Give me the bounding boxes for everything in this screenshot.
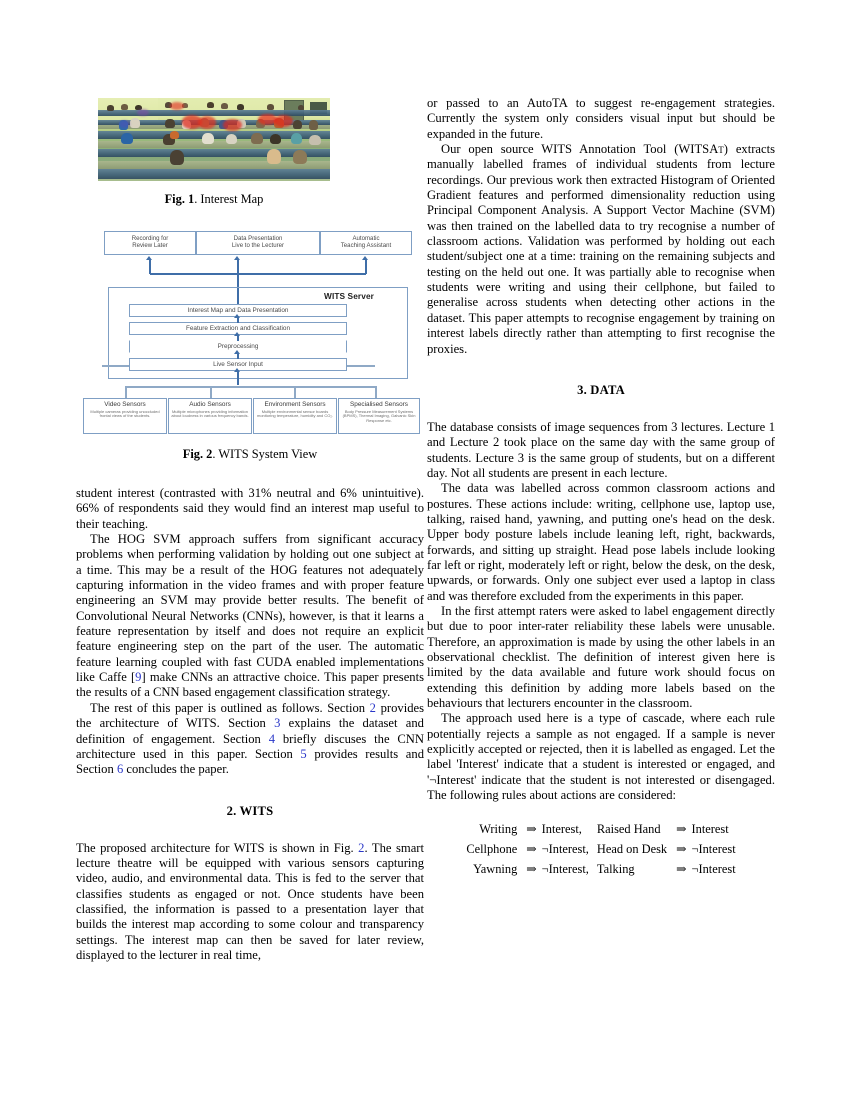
spacer — [76, 819, 424, 841]
rule-antecedent: Writing — [479, 822, 518, 837]
diagram-sensor-drop — [125, 386, 127, 398]
paragraph-left-2-a: The HOG SVM approach suffers from significant accuracy problems when performing validation by holding out one subject at a time. This may be a result of the HOG features not adequately capturing information in the video frames and with proper feature engineering an SVM may provide better results. The benefit of Convolutional Neural Networks (CNNs), however, is that it learns a feature representation by itself and does not require an explicit feature engineering step on the part of the user. The automatic feature learning coupled with fast CUDA enabled implementations like Caffe [ — [76, 532, 424, 685]
text-seg: . The smart lecture theatre will be equipped with various sensors capturing video, audio, and environmental data. This is fed to the server that classifies students as engaged or not. Once students have been classified, the information is passed to a presentation layer that builds the interest map according to some colour and transparency settings. The interest map can then be saved for later review, displayed to the lecturer in real time, — [76, 840, 424, 962]
diagram-sensor-drop — [375, 386, 377, 398]
rule-implies-icon: ⇒ — [526, 842, 537, 857]
right-column — [427, 96, 775, 879]
engagement-rules-table — [466, 820, 735, 879]
diagram-sensor-bus — [125, 386, 375, 388]
photo-student — [309, 120, 318, 129]
section-heading-wits: 2. WITS — [226, 803, 274, 818]
photo-bench — [98, 110, 330, 117]
paragraph-right-3: The database consists of image sequences from 3 lectures. Lecture 1 and Lecture 2 took place on the same day with the same group of students. Lecture 3 is the same group of students, but on a different day. Not all students are present in each lecture. — [427, 419, 775, 480]
diagram-box-auto-ta — [320, 231, 412, 255]
photo-student — [293, 120, 302, 129]
photo-student — [121, 104, 128, 110]
rule-consequent: ¬Interest, — [541, 842, 589, 857]
rule-implies-icon: ⇒ — [526, 822, 537, 837]
figure-1-caption — [98, 192, 330, 207]
spacer — [76, 778, 424, 804]
left-column — [76, 486, 424, 963]
sensor-title: Environment Sensors — [264, 401, 326, 408]
rule-row — [466, 840, 735, 860]
witsat-smallcaps: At — [709, 142, 724, 157]
sensor-box-environment — [253, 398, 337, 434]
photo-student — [165, 119, 174, 128]
diagram-box-data-presentation — [196, 231, 320, 255]
diagram-connector-vertical — [149, 260, 151, 274]
rule-consequent: ¬Interest, — [541, 861, 589, 876]
sensor-title: Audio Sensors — [189, 401, 231, 408]
diagram-arrow-up — [234, 350, 240, 354]
text-seg: provides results and Section — [76, 746, 424, 777]
diagram-arrow-shaft — [237, 354, 239, 359]
sensor-description: Body Pressure Measurement Systems (BPMS), Thermal Imaging, Galvanic Skin Response etc. — [342, 408, 416, 424]
diagram-lane-interest-map: Interest Map and Data Presentation — [129, 304, 347, 317]
citation-ref-9[interactable]: 9 — [135, 670, 142, 685]
section-ref-4[interactable]: 4 — [268, 731, 275, 746]
photo-student — [121, 133, 133, 145]
photo-student — [291, 133, 303, 145]
spacer — [427, 357, 775, 383]
photo-student — [309, 135, 321, 146]
rule-implies-icon-2: ⇒ — [676, 822, 687, 837]
figure-1 — [98, 98, 330, 207]
rule-implies-icon-2: ⇒ — [676, 842, 687, 857]
diagram-arrow-up — [362, 256, 368, 260]
sensor-title: Specialised Sensors — [350, 401, 408, 408]
box-line-1: Data Presentation — [233, 235, 283, 243]
wits-system-diagram — [80, 231, 420, 437]
text-seg: Our open source WITS Annotation Tool (WITS — [441, 142, 710, 157]
section-ref-3[interactable]: 3 — [274, 716, 281, 731]
text-seg: The rest of this paper is outlined as follows. Section — [90, 700, 370, 715]
photo-student — [170, 150, 184, 165]
photo-student — [207, 102, 214, 108]
interest-heat-marker — [198, 116, 217, 128]
rule-antecedent-2: Head on Desk — [596, 842, 668, 857]
diagram-sensor-drop — [294, 386, 296, 398]
text-seg: The proposed architecture for WITS is shown in Fig. — [76, 840, 359, 855]
paragraph-left-1: student interest (contrasted with 31% neutral and 6% unintuitive). 66% of respondents said they would find an interest map useful to their teaching. — [76, 486, 424, 531]
photo-student — [267, 104, 274, 110]
diagram-lane-live-sensor-input: Live Sensor Input — [129, 358, 347, 371]
wits-server-title: WITS Server — [324, 291, 374, 301]
figure-2-caption-prefix: Fig. 2 — [182, 447, 213, 461]
paragraph-left-4 — [76, 841, 424, 964]
photo-student — [221, 103, 228, 109]
box-line-2: Review Later — [132, 242, 168, 249]
photo-student — [293, 150, 307, 164]
diagram-lane-feature-extraction: Feature Extraction and Classification — [129, 322, 347, 335]
sensor-title: Video Sensors — [104, 401, 146, 408]
figure-1-caption-prefix: Fig. 1 — [164, 192, 195, 206]
rule-implies-icon: ⇒ — [526, 861, 537, 876]
photo-student — [237, 104, 244, 110]
diagram-arrow-up — [234, 256, 240, 260]
photo-student — [267, 149, 281, 164]
sensor-box-audio — [168, 398, 252, 434]
rule-consequent-2: Interest — [691, 822, 729, 837]
rule-row — [466, 820, 735, 840]
section-ref-6[interactable]: 6 — [116, 762, 124, 777]
photo-student — [130, 118, 139, 128]
interest-heat-marker — [223, 119, 242, 131]
paragraph-right-5: In the first attempt raters were asked to label engagement directly but due to poor inter-rater reliability these labels were unusable. Therefore, an approximation is made by using the other labels in an observational checklist. The definition of interest given here is limited by the data available and future work should focus on extending this definition by adding more labels based on the behaviours that lecturers encounter in the classroom. — [427, 603, 775, 711]
photo-student — [251, 133, 263, 145]
spacer — [427, 398, 775, 420]
sensor-description: Multiple environmental sensor boards monitoring temperature, humidity and CO₂. — [256, 408, 334, 419]
diagram-bus-right — [347, 365, 375, 367]
sensor-description: Multiple cameras providing unoccluded frontal views of the students. — [90, 408, 160, 419]
rule-row — [466, 860, 735, 880]
diagram-arrow-shaft — [237, 372, 239, 385]
paragraph-left-2 — [76, 532, 424, 701]
paragraph-right-6: The approach used here is a type of cascade, where each rule potentially rejects a sample as not engaged. If a sample is never explicitly accepted or rejected, then it is labelled as engaged. Let the label 'Interest' indicate that a student is interested or engaged, and '¬Interest' indicate that the student is not interested or disengaged. The following rules about actions are considered: — [427, 711, 775, 803]
diagram-arrow-up — [234, 368, 240, 372]
diagram-lane-preprocessing: Preprocessing — [129, 340, 347, 353]
section-ref-2[interactable]: 2 — [369, 700, 376, 715]
diagram-arrow-shaft — [237, 318, 239, 323]
box-line-2: Live to the Lecturer — [231, 242, 285, 249]
figure-2 — [80, 231, 420, 462]
box-line-1: Recording for — [131, 235, 169, 243]
paragraph-right-4: The data was labelled across common classroom actions and postures. These actions include: writing, cellphone use, laptop use, talking, raised hand, yawning, and putting one's head on the desk. Upper body posture labels include leaning left, right, backwards, forwards, and sitting up straight. Head pose labels include looking far left or right, moderately left or right, below the desk, on the desk, upwards, or forwards. Only one subject ever used a laptop in class and was therefore excluded from the experiments in this paper. — [427, 481, 775, 603]
diagram-box-recording — [104, 231, 196, 255]
section-ref-5[interactable]: 5 — [300, 746, 307, 761]
rule-antecedent-2: Raised Hand — [596, 822, 661, 837]
diagram-connector-horizontal — [150, 273, 366, 275]
figure-1-caption-text: . Interest Map — [194, 192, 264, 206]
paragraph-left-2-b: ] make CNNs an attractive choice. This paper presents the results of a CNN based engagement classification strategy. — [76, 670, 424, 700]
rule-consequent-2: ¬Interest — [691, 861, 736, 876]
sensor-box-specialised — [338, 398, 420, 434]
diagram-connector-vertical — [365, 260, 367, 274]
box-line-1: Automatic — [352, 235, 380, 243]
rule-antecedent-2: Talking — [596, 861, 635, 876]
rule-consequent-2: ¬Interest — [691, 842, 736, 857]
text-seg: concludes the paper. — [123, 762, 229, 777]
figure-2-caption — [80, 447, 420, 462]
engagement-rules-block — [427, 820, 775, 879]
photo-student — [202, 133, 214, 145]
diagram-arrow-up — [234, 332, 240, 336]
interest-heat-marker — [274, 115, 293, 127]
photo-student — [170, 131, 179, 139]
text-seg: explains the dataset and definition of engagement. Section — [76, 716, 424, 746]
diagram-arrow-shaft — [237, 336, 239, 341]
sensor-box-video — [83, 398, 167, 434]
text-seg: briefly discuses the CNN architecture used in this paper. Section — [76, 731, 424, 761]
photo-student — [270, 134, 282, 145]
figure-2-caption-text: . WITS System View — [212, 447, 318, 461]
rule-antecedent: Yawning — [473, 861, 518, 876]
text-seg: provides the architecture of WITS. Section — [76, 700, 424, 731]
photo-student — [226, 134, 238, 145]
lecture-theatre-photo — [98, 98, 330, 181]
paragraph-right-2 — [427, 142, 775, 357]
diagram-arrow-up — [146, 256, 152, 260]
section-heading-data: 3. DATA — [577, 382, 625, 397]
photo-bench — [98, 169, 330, 179]
photo-student — [107, 105, 114, 111]
sensor-description: Multiple microphones providing information about loudness in various frequency bands. — [171, 408, 249, 419]
rule-antecedent: Cellphone — [466, 842, 518, 857]
rule-consequent: Interest, — [541, 822, 582, 837]
diagram-bus-left — [102, 365, 129, 367]
rule-implies-icon-2: ⇒ — [676, 861, 687, 876]
paragraph-right-1: or passed to an AutoTA to suggest re-engagement strategies. Currently the system only considers visual input but should be expanded in the future. — [427, 96, 775, 141]
diagram-arrow-up — [234, 314, 240, 318]
diagram-sensor-drop — [210, 386, 212, 398]
box-line-2: Teaching Assistant — [340, 242, 392, 249]
paragraph-left-3 — [76, 701, 424, 778]
text-seg: ) extracts manually labelled frames of individual students from lecture recordings. Our previous work then extracted Histogram of Oriented Gradient features and performed dimensionality reduction using Principal Component Analysis. A Support Vector Machine (SVM) was then trained on the labelled data to try recognise a number of classroom actions. Validation was performed by holding out each student/subject one at a time: training on the remaining subjects and testing on the held out one. It was partially able to recognise when students were writing and using their cellphone, but failed to generalise across students when detecting other actions in the dataset. This paper attempts to recognise engagement by training on interest labels directly rather than attempting to first recognise the proxies. — [427, 142, 775, 356]
figure-ref-2[interactable]: 2 — [358, 840, 365, 855]
